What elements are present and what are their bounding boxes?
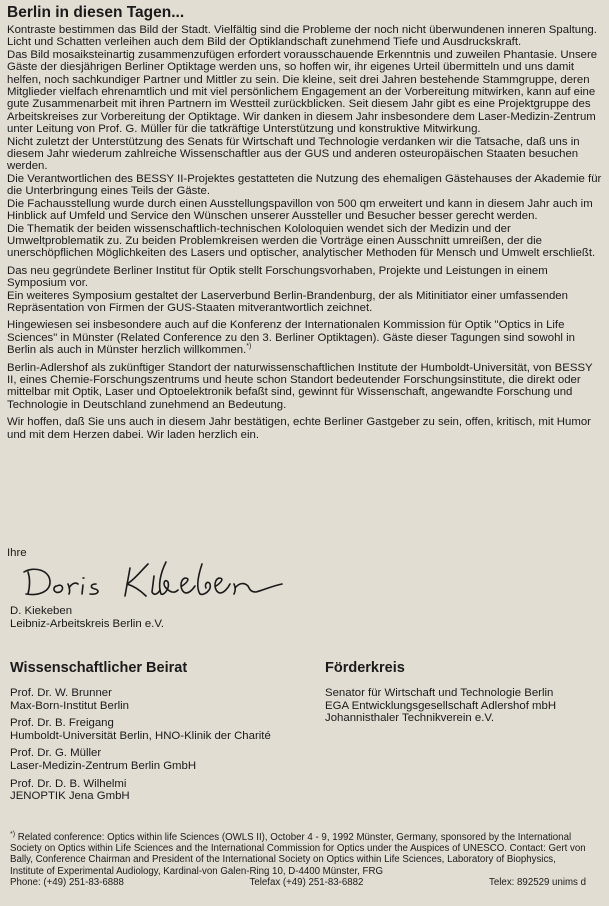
footnote-telex: Telex: 892529 unims d — [489, 876, 586, 888]
scientific-board-heading: Wissenschaftlicher Beirat — [10, 660, 188, 676]
scientific-board-list — [10, 687, 271, 808]
support-member: Senator für Wirtschaft und Technologie Berlin — [325, 687, 554, 699]
body-paragraph: Kontraste bestimmen das Bild der Stadt. Vielfältig sind die Probleme der noch nicht überwundenen inneren Spaltung. Licht und Schatten verleihen auch dem Bild der Optiklandschaft zunehmend Tiefe und Ausdruckskraft. — [7, 24, 597, 49]
letter-title: Berlin in diesen Tagen... — [7, 4, 185, 21]
body-paragraph: Nicht zuletzt der Unterstützung des Senats für Wirtschaft und Technologie verdanken wir die Tatsache, daß uns in diesem Jahr wiederum zahlreiche Wissenschaftler aus der GUS und anderen osteuropäischen Staaten besuchen werden. — [7, 135, 580, 173]
footnote — [10, 832, 586, 888]
support-member: EGA Entwicklungsgesellschaft Adlershof mbH — [325, 699, 557, 712]
body-paragraph: Das Bild mosaiksteinartig zusammenzufügen erfordert vorausschauende Erkenntnis und zuweilen Phantasie. Unsere Gäste der diesjährigen Berliner Optiktage werden uns, so hoffen wir, ihr eigenes Urteil übermitteln und uns damit helfen, noch sachkundiger Partner und Mittler zu sein. Die kleine, seit drei Jahren bestehende Stammgruppe, deren Mitglieder vielfach ehrenamtlich und mit viel persönlichem Engagement an der Vorbereitung mitwirken, kann auf eine gute Zusammenarbeit mit ihren Partnern im Westteil zurückblicken. Seit diesem Jahr gibt es eine Projektgruppe des Arbeitskreises zur Vorbereitung der Optiktage. Wir danken in diesem Jahr insbesondere dem Laser-Medizin-Zentrum unter Leitung von Prof. G. Müller für die tatkräftige Unterstützung und konstruktive Mitwirkung. — [7, 48, 598, 136]
footnote-marker: *) — [10, 830, 16, 838]
closing-salutation: Ihre — [7, 547, 27, 559]
footnote-fax: Telefax (+49) 251-83-6882 — [249, 876, 364, 888]
body-paragraph: Ein weiteres Symposium gestaltet der Laserverbund Berlin-Brandenburg, der als Mitinitiator einer umfassenden Repräsentation von Firmen der GUS-Staaten mitverantwortlich zeichnet. — [7, 289, 568, 314]
board-member — [10, 717, 271, 742]
board-member — [10, 687, 271, 712]
body-paragraph: Das neu gegründete Berliner Institut für Optik stellt Forschungsvorhaben, Projekte und Leistungen in einem Symposium vor. — [7, 264, 548, 290]
support-circle-list — [325, 687, 556, 725]
board-member-affiliation: Max-Born-Institut Berlin — [10, 699, 130, 712]
signatory-name: D. Kiekeben — [10, 605, 73, 617]
body-paragraph-with-footnote — [7, 319, 603, 356]
footnote-phone: Phone: (+49) 251-83-6888 — [10, 876, 124, 888]
board-member — [10, 778, 271, 803]
body-paragraph: Die Verantwortlichen des BESSY II-Projektes gestatteten die Nutzung des ehemaligen Gästehauses der Akademie für die Unterbringung eines Teils der Gäste. — [7, 172, 602, 198]
body-paragraph: Die Fachausstellung wurde durch einen Ausstellungspavillon von 500 qm erweitert und kann in diesem Jahr auch im Hinblick auf Umfeld und Service den Wünschen unserer Aussteller und Besucher besser gerecht werden. — [7, 197, 593, 223]
letter-body — [7, 24, 603, 441]
board-member-name: Prof. Dr. G. Müller — [10, 747, 102, 760]
body-paragraph-text: Hingewiesen sei insbesondere auch auf die Konferenz der Internationalen Kommission für Optik "Optics in Life Sciences" in Münster (Related Conference zu den 3. Berliner Optiktagen). Gäste dieser Tagungen sind sowohl in Berlin als auch in Münster herzlich willkommen. — [7, 319, 575, 357]
signatory — [10, 605, 164, 631]
body-paragraph: Die Thematik der beiden wissenschaftlich-technischen Kololoquien wendet sich der Medizin und der Umweltproblematik zu. Zu beiden Problemkreisen werden die Vorträge einen Ausschnitt umreißen, der die unerschöpflichen Möglichkeiten des Lasers und optischer, analytischer Methoden für Mensch und Umwelt erschließt. — [7, 222, 596, 260]
support-circle-heading: Förderkreis — [325, 660, 405, 676]
footnote-reference: *) — [246, 343, 252, 351]
signatory-organization: Leibniz-Arbeitskreis Berlin e.V. — [10, 618, 165, 630]
board-member-affiliation: Humboldt-Universität Berlin, HNO-Klinik der Charité — [10, 729, 271, 742]
board-member — [10, 747, 271, 772]
body-paragraph: Berlin-Adlershof als zukünftiger Standort der naturwissenschaftlichen Institute der Humboldt-Universität, von BESSY II, eines Chemie-Forschungszentrums und heute schon Standort bedeutender Forschungsinstitute, die direkt oder mittelbar mit Optik, Laser und Optoelektronik befaßt sind, gewinnt für Wissenschaft, angewandte Forschung und Technologie in Deutschland zunehmend an Bedeutung. — [7, 361, 593, 411]
board-member-name: Prof. Dr. B. Freigang — [10, 717, 114, 730]
body-paragraph: Wir hoffen, daß Sie uns auch in diesem Jahr bestätigen, echte Berliner Gastgeber zu sein, offen, kritisch, mit Humor und mit dem Herzen dabei. Wir laden herzlich ein. — [7, 416, 591, 441]
support-member: Johannisthaler Technikverein e.V. — [325, 712, 495, 725]
board-member-name: Prof. Dr. D. B. Wilhelmi — [10, 777, 127, 790]
footnote-text: Related conference: Optics within life Sciences (OWLS II), October 4 - 9, 1992 Münster, Germany, sponsored by the International Society on Optics within Life Sciences and the International Commission for Optics under the Auspices of UNESCO. Contact: Gert von Bally, Conference Chairman and President of the International Society on Optics within Life Sciences, Laboratory of Biophysics, Institute of Experimental Audiology, Kardinal-von Galen-Ring 10, D-4400 Münster, FRG — [10, 832, 586, 877]
board-member-name: Prof. Dr. W. Brunner — [10, 687, 112, 699]
footnote-contacts — [10, 877, 586, 888]
handwritten-signature — [20, 556, 290, 600]
footnote-body — [10, 832, 586, 877]
board-member-affiliation: Laser-Medizin-Zentrum Berlin GmbH — [10, 759, 197, 772]
board-member-affiliation: JENOPTIK Jena GmbH — [10, 790, 130, 803]
